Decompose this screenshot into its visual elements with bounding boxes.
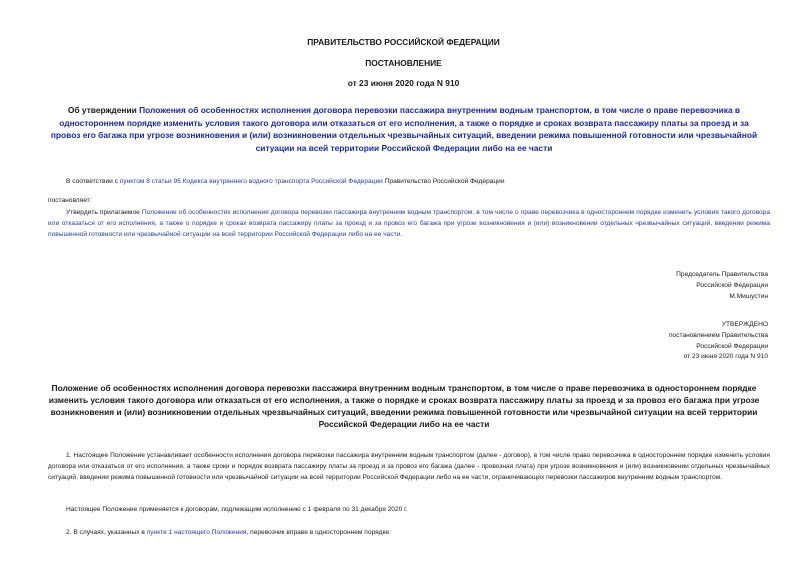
resolves-text: постановляет: <box>48 197 92 204</box>
resolution-title <box>48 104 760 154</box>
clause-1-link[interactable]: пункте 1 настоящего Положения <box>146 529 247 536</box>
basis-paragraph <box>66 177 766 188</box>
approved-regulation-link[interactable]: Положение об особенностях исполнения договора перевозки пассажира внутренним водным транспортом, в том числе о праве перевозчика в одностороннем порядке изменить условия такого договора или отказаться от его исполнения, а также о порядке и сроках возврата пассажиру платы за проезд и за провоз его багажа при угрозе возникновения и (или) возникновении отдельных чрезвычайных ситуаций, введении режима повышенной готовности или чрезвычайной ситуации на всей территории Российской Федерации либо на ее части <box>48 209 770 238</box>
approved-label: УТВЕРЖДЕНО <box>721 321 768 328</box>
basis-suffix: Правительство Российской Федерации <box>382 178 505 185</box>
approve-paragraph <box>48 208 770 240</box>
p3-prefix: 2. В случаях, указанных в <box>66 529 147 536</box>
paragraph-2: Настоящее Положение применяется к договорам, подлежащим исполнению с 1 февраля по 31 декабря 2020 г. <box>66 506 408 513</box>
basis-prefix: В соответствии с <box>66 178 120 185</box>
paragraph-3 <box>66 528 391 539</box>
title-prefix: Об утверждении <box>67 105 140 115</box>
paragraph-1: 1. Настоящее Положение устанавливает особенности исполнения договора перевозки пассажира внутренним водным транспортом (далее - договор), в том числе право перевозчика в одностороннем порядке изменить условия договора или отказаться от его исполнения, а также сроки и порядок возврата пассажиру платы за проезд и за провоз его багажа (далее - провозная плата) при угрозе возникновения и (или) возникновении отдельных чрезвычайных ситуаций, введении режима повышенной готовности или чрезвычайной ситуации на всей территории Российской Федерации либо на ее части, ограничивающих перевозки пассажиров внутренним водным транспортом. <box>48 452 770 481</box>
government-heading: ПРАВИТЕЛЬСТВО РОССИЙСКОЙ ФЕДЕРАЦИИ <box>307 37 500 47</box>
approved-stamp-block <box>568 320 768 363</box>
signature-name: М.Мишустин <box>729 292 768 300</box>
signature-position: Председатель Правительства <box>676 271 768 278</box>
approved-country: Российской Федерации <box>696 342 768 350</box>
doc-type-heading: ПОСТАНОВЛЕНИЕ <box>365 58 442 68</box>
approve-prefix: Утвердить прилагаемое <box>66 209 142 216</box>
regulation-title: Положение об особенностях исполнения договора перевозки пассажира внутренним водным транспортом, в том числе о праве перевозчика в одностороннем порядке изменить условия такого договора или отказаться от его исполнения, а также о порядке и сроках возврата пассажиру платы за проезд и за провоз его багажа при угрозе возникновения и (или) возникновении отдельных чрезвычайных ситуаций, введении режима повышенной готовности или чрезвычайной ситуации на всей территории Российской Федерации либо на ее части <box>48 383 760 429</box>
title-regulation-link[interactable]: Положения об особенностях исполнения договора перевозки пассажира внутренним водным транспортом, в том числе о праве перевозчика в одностороннем порядке изменить условия такого договора или отказаться от его исполнения, а также о порядке и сроках возврата пассажиру платы за проезд и за провоз его багажа при угрозе возникновения и (или) возникновении отдельных чрезвычайных ситуаций, введении режима повышенной готовности или чрезвычайной ситуации на всей территории Российской Федерации либо на ее части <box>50 105 758 153</box>
approved-date: от 23 июня 2020 года N 910 <box>683 353 768 361</box>
p3-suffix: , перевозчик вправе в одностороннем порядке: <box>246 529 391 536</box>
signature-country: Российской Федерации <box>696 281 768 289</box>
approved-by: постановлением Правительства <box>668 331 768 339</box>
approve-suffix: . <box>400 230 403 238</box>
signature-block <box>568 270 768 302</box>
code-article-link[interactable]: пунктом 8 статьи 95 Кодекса внутреннего водного транспорта Российской Федерации <box>119 178 383 185</box>
date-number-heading: от 23 июня 2020 года N 910 <box>347 78 460 88</box>
